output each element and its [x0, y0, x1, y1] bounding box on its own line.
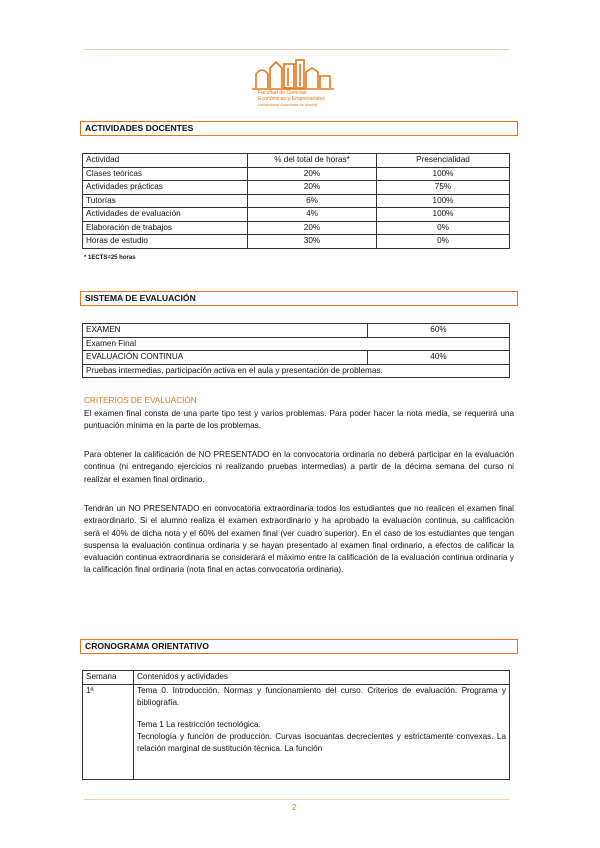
cell-horas: 20%	[248, 167, 377, 181]
tema-0-text: Tema 0. Introducción. Normas y funcionamiento del curso. Criterios de evaluación. Programa y bibliografía.	[137, 685, 506, 707]
logo-line-2: Económicas y Empresariales	[258, 96, 325, 102]
cell-examen-pct: 60%	[368, 324, 510, 338]
cell-presencialidad: 0%	[377, 221, 510, 235]
cell-actividad: Tutorías	[83, 194, 248, 208]
cell-actividad: Actividades de evaluación	[83, 208, 248, 222]
cell-continua-label: EVALUACIÓN CONTINUA	[83, 351, 368, 365]
cell-examen-final: Examen Final	[83, 337, 510, 351]
tema-1-title: Tema 1 La restricción tecnológica.	[137, 719, 261, 729]
cell-horas: 6%	[248, 194, 377, 208]
cell-horas: 20%	[248, 181, 377, 195]
cronograma-table	[82, 670, 510, 780]
table-header-row	[83, 671, 510, 685]
table-row	[83, 221, 510, 235]
cell-examen-label: EXAMEN	[83, 324, 368, 338]
table-row	[83, 235, 510, 249]
logo-text	[258, 90, 340, 108]
cell-actividad: Elaboración de trabajos	[83, 221, 248, 235]
criterios-heading: CRITERIOS DE EVALUACIÓN	[84, 396, 197, 405]
col-actividad: Actividad	[83, 154, 248, 168]
table-row	[83, 364, 510, 378]
evaluacion-table	[82, 323, 510, 378]
table-row	[83, 324, 510, 338]
cell-presencialidad: 75%	[377, 181, 510, 195]
table-row	[83, 351, 510, 365]
cell-actividad: Actividades prácticas	[83, 181, 248, 195]
table-row	[83, 684, 510, 779]
cell-presencialidad: 100%	[377, 208, 510, 222]
header-rule	[84, 49, 509, 50]
ects-note: * 1ECTS=25 horas	[84, 255, 136, 261]
cell-horas: 20%	[248, 221, 377, 235]
criterios-paragraph-1: El examen final consta de una parte tipo test y varios problemas. Para poder hacer la nota media, se requerirá una puntuación mínima en la parte de los problemas.	[84, 409, 514, 431]
col-semana: Semana	[83, 671, 134, 685]
col-contenidos: Contenidos y actividades	[134, 671, 510, 685]
table-header-row	[83, 154, 510, 168]
logo-line-1: Facultad de Ciencias	[258, 90, 307, 96]
cell-continua-pct: 40%	[368, 351, 510, 365]
cell-continua-desc: Pruebas intermedias, participación activa en el aula y presentación de problemas.	[83, 364, 510, 378]
footer-rule	[84, 799, 509, 800]
cell-contenidos	[134, 684, 510, 779]
table-row	[83, 167, 510, 181]
criterios-paragraph-3: Tendrán un NO PRESENTADO en convocatoria extraordinaria todos los estudiantes que no realicen el examen final extraordinario. Si el alumno realiza el examen extraordinario y ha aprobado la evaluación continua, su calificación será el 40% de dicha nota y el 60% del examen final (ver cuadro superior). En el caso de los estudiantes que tengan suspensa la evaluación continua ordinaria y se hayan presentado al examen final ordinario, a efectos de calificar la evaluación continua extraordinaria se considerará el máximo entre la calificación de la evaluación continua ordinaria y la calificación final ordinaria (nota final en actas convocatoria ordinaria).	[84, 504, 514, 575]
col-presencialidad: Presencialidad	[377, 154, 510, 168]
logo-line-3: Universidad Autónoma de Madrid	[258, 102, 318, 107]
cell-presencialidad: 0%	[377, 235, 510, 249]
cell-horas: 4%	[248, 208, 377, 222]
cell-presencialidad: 100%	[377, 167, 510, 181]
page-number: 2	[292, 803, 297, 812]
actividades-table	[82, 153, 510, 249]
tema-1-body: Tecnología y función de producción. Curvas isocuantas decrecientes y estrictamente convexas. La relación marginal de sustitución técnica. La función	[137, 731, 506, 753]
col-horas: % del total de horas*	[248, 154, 377, 168]
table-row	[83, 181, 510, 195]
criterios-paragraph-2: Para obtener la calificación de NO PRESENTADO en la convocatoria ordinaria no deberá participar en la evaluación continua (ni entregando ejercicios ni realizando pruebas intermedias) a partir de la décima semana del curso ni realizar el examen final ordinario.	[84, 450, 514, 484]
cell-presencialidad: 100%	[377, 194, 510, 208]
section-sistema-evaluacion: SISTEMA DE EVALUACIÓN	[80, 291, 518, 306]
cell-semana: 1ª	[83, 684, 134, 779]
table-row	[83, 208, 510, 222]
table-row	[83, 194, 510, 208]
cell-actividad: Clases teóricas	[83, 167, 248, 181]
section-cronograma: CRONOGRAMA ORIENTATIVO	[80, 639, 518, 654]
cell-actividad: Horas de estudio	[83, 235, 248, 249]
cell-horas: 30%	[248, 235, 377, 249]
table-row	[83, 337, 510, 351]
section-actividades-docentes: ACTIVIDADES DOCENTES	[80, 121, 518, 136]
